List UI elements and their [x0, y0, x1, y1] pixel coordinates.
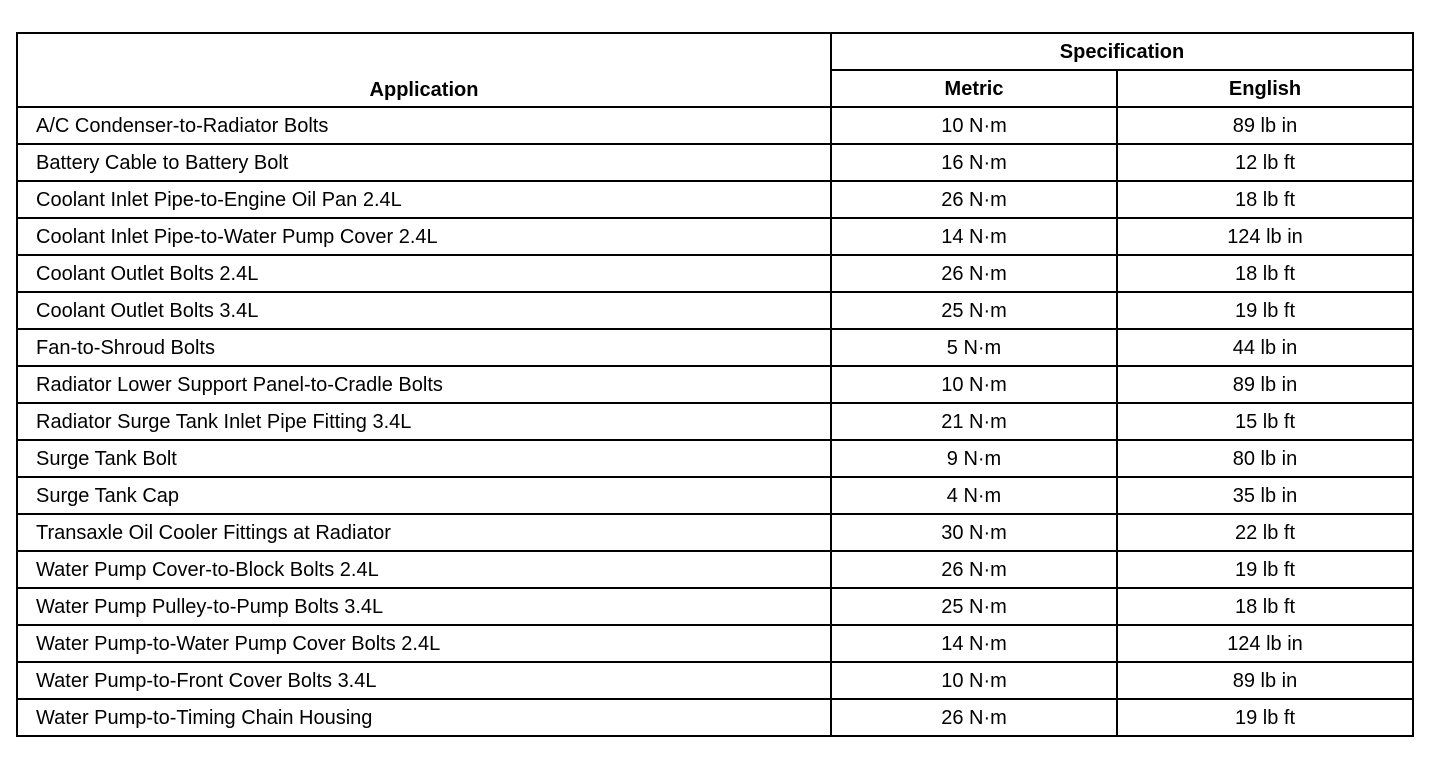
application-cell: Radiator Surge Tank Inlet Pipe Fitting 3.4L [17, 403, 831, 440]
application-cell: Surge Tank Bolt [17, 440, 831, 477]
metric-value-cell: 5 N·m [831, 329, 1117, 366]
metric-value-cell: 26 N·m [831, 255, 1117, 292]
english-column-header: English [1117, 70, 1413, 107]
metric-value-cell: 26 N·m [831, 181, 1117, 218]
metric-value-cell: 26 N·m [831, 551, 1117, 588]
application-cell: Water Pump-to-Timing Chain Housing [17, 699, 831, 736]
application-cell: Water Pump Pulley-to-Pump Bolts 3.4L [17, 588, 831, 625]
english-value-cell: 19 lb ft [1117, 551, 1413, 588]
english-value-cell: 80 lb in [1117, 440, 1413, 477]
specification-column-header: Specification [831, 33, 1413, 70]
metric-value-cell: 10 N·m [831, 366, 1117, 403]
english-value-cell: 44 lb in [1117, 329, 1413, 366]
metric-value-cell: 25 N·m [831, 292, 1117, 329]
table-row [17, 255, 1413, 292]
table-row [17, 625, 1413, 662]
application-cell: Coolant Inlet Pipe-to-Engine Oil Pan 2.4L [17, 181, 831, 218]
table-row [17, 144, 1413, 181]
english-value-cell: 22 lb ft [1117, 514, 1413, 551]
application-cell: Fan-to-Shroud Bolts [17, 329, 831, 366]
table-row [17, 403, 1413, 440]
english-value-cell: 18 lb ft [1117, 181, 1413, 218]
application-cell: Water Pump Cover-to-Block Bolts 2.4L [17, 551, 831, 588]
application-cell: Coolant Inlet Pipe-to-Water Pump Cover 2.4L [17, 218, 831, 255]
application-cell: Transaxle Oil Cooler Fittings at Radiator [17, 514, 831, 551]
metric-value-cell: 14 N·m [831, 218, 1117, 255]
table-row [17, 551, 1413, 588]
table-row [17, 329, 1413, 366]
table-body [17, 107, 1413, 736]
english-value-cell: 89 lb in [1117, 366, 1413, 403]
english-value-cell: 124 lb in [1117, 625, 1413, 662]
application-cell: Surge Tank Cap [17, 477, 831, 514]
table-row [17, 181, 1413, 218]
table-header [17, 33, 1413, 107]
english-value-cell: 15 lb ft [1117, 403, 1413, 440]
table-row [17, 662, 1413, 699]
english-value-cell: 19 lb ft [1117, 699, 1413, 736]
application-column-header: Application [17, 33, 831, 107]
english-value-cell: 89 lb in [1117, 107, 1413, 144]
table-row [17, 107, 1413, 144]
application-cell: A/C Condenser-to-Radiator Bolts [17, 107, 831, 144]
application-cell: Battery Cable to Battery Bolt [17, 144, 831, 181]
metric-value-cell: 26 N·m [831, 699, 1117, 736]
metric-value-cell: 10 N·m [831, 662, 1117, 699]
metric-value-cell: 16 N·m [831, 144, 1117, 181]
table-row [17, 588, 1413, 625]
metric-value-cell: 21 N·m [831, 403, 1117, 440]
table-row [17, 477, 1413, 514]
table-row [17, 366, 1413, 403]
metric-value-cell: 25 N·m [831, 588, 1117, 625]
table-row [17, 514, 1413, 551]
metric-column-header: Metric [831, 70, 1117, 107]
application-cell: Water Pump-to-Water Pump Cover Bolts 2.4L [17, 625, 831, 662]
table-row [17, 292, 1413, 329]
english-value-cell: 89 lb in [1117, 662, 1413, 699]
english-value-cell: 12 lb ft [1117, 144, 1413, 181]
application-cell: Coolant Outlet Bolts 3.4L [17, 292, 831, 329]
application-cell: Coolant Outlet Bolts 2.4L [17, 255, 831, 292]
table-row [17, 218, 1413, 255]
application-cell: Water Pump-to-Front Cover Bolts 3.4L [17, 662, 831, 699]
metric-value-cell: 9 N·m [831, 440, 1117, 477]
english-value-cell: 35 lb in [1117, 477, 1413, 514]
table-row [17, 440, 1413, 477]
metric-value-cell: 30 N·m [831, 514, 1117, 551]
torque-specification-table [16, 32, 1414, 737]
english-value-cell: 124 lb in [1117, 218, 1413, 255]
english-value-cell: 18 lb ft [1117, 588, 1413, 625]
metric-value-cell: 10 N·m [831, 107, 1117, 144]
metric-value-cell: 14 N·m [831, 625, 1117, 662]
header-row-top [17, 33, 1413, 70]
english-value-cell: 18 lb ft [1117, 255, 1413, 292]
metric-value-cell: 4 N·m [831, 477, 1117, 514]
english-value-cell: 19 lb ft [1117, 292, 1413, 329]
application-cell: Radiator Lower Support Panel-to-Cradle Bolts [17, 366, 831, 403]
table-row [17, 699, 1413, 736]
